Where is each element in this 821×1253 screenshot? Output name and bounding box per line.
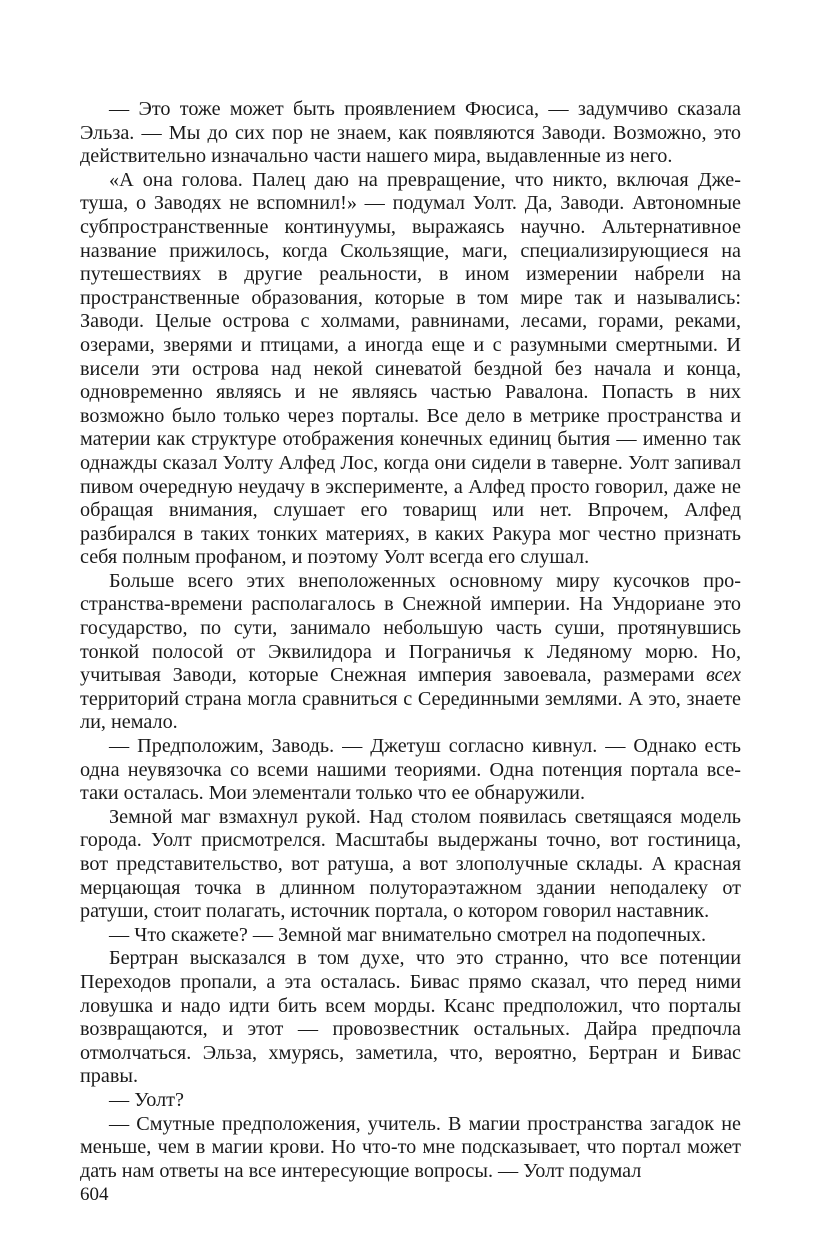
paragraph: — Предположим, Заводь. — Джетуш согласно кивнул. — Однако есть одна неувязочка со всеми нашими теориями. Одна потенция портала все-таки осталась. Мои элементали только что ее обнаружили. — [80, 735, 741, 805]
paragraph-text: Больше всего этих внеположенных основному миру кусочков пространства-времени располагалось в Снежной империи. На Ундориане это государство, по сути, занимало небольшую часть суши, протянувшись тонкой полосой от Эквилидора и Пограничья к Ледяному морю. Но, учитывая Заводи, которые Снежная империя завоевала, размерами — [80, 569, 741, 687]
paragraph: Бертран высказался в том духе, что это странно, что все потенции Переходов пропали, а эта осталась. Бивас прямо сказал, что перед ними ловушка и надо идти бить всем морды. Ксанс предположил, что порталы возвращаются, и этот — провозвестник остальных. Дайра предпочла отмолчаться. Эльза, хмурясь, заметила, что, вероятно, Бертран и Бивас правы. — [80, 947, 741, 1088]
page-body — [80, 98, 741, 1183]
paragraph: — Что скажете? — Земной маг внимательно смотрел на подопечных. — [109, 923, 707, 946]
paragraph: — Уолт? — [109, 1088, 184, 1111]
paragraph: — Это тоже может быть проявлением Фюсиса, — задумчиво сказала Эльза. — Мы до сих пор не знаем, как появляются Заводи. Возможно, это действительно изначально части нашего мира, выдавленные из него. — [80, 98, 741, 168]
paragraph: «А она голова. Палец даю на превращение, что никто, включая Джетуша, о Заводях не вспомнил!» — подумал Уолт. Да, Заводи. Автономные субпространственные континуумы, выражаясь научно. Альтернативное название прижилось, когда Скользящие, маги, специализирующиеся на путешествиях в другие реальности, в ином измерении набрели на пространственные образования, которые в том мире так и назывались: Заводи. Целые острова с холмами, равнинами, лесами, горами, реками, озерами, зверями и птицами, а иногда еще и с разумными смертными. И висели эти острова над некой синеватой бездной без начала и конца, одновременно являясь и не являясь частью Равалона. Попасть в них возможно было только через порталы. Все дело в метрике пространства и материи как структуре отображения конечных единиц бытия — именно так однажды сказал Уолту Алфед Лос, когда они сидели в таверне. Уолт запивал пивом очередную неудачу в эксперименте, а Алфед просто говорил, даже не обращая внимания, слушает его товарищ или нет. Впрочем, Алфед разбирался в таких тонких материях, в каких Ракура мог честно признать себя полным профаном, и поэтому Уолт всегда его слушал. — [80, 168, 741, 569]
paragraph: — Смутные предположения, учитель. В магии пространства загадок не меньше, чем в магии крови. Но что-то мне подсказывает, что портал может дать нам ответы на все интересующие вопросы. — Уолт подумал — [80, 1112, 741, 1182]
paragraph — [80, 570, 741, 735]
emphasis-text: всех — [706, 664, 741, 687]
page-number: 604 — [80, 1184, 109, 1205]
paragraph: Земной маг взмахнул рукой. Над столом появилась светящаяся модель города. Уолт присмотрелся. Масштабы выдержаны точно, вот гостиница, вот представительство, вот ратуша, а вот злополучные склады. А красная мерцающая точка в длинном полутораэтажном здании неподалеку от ратуши, стоит полагать, источник портала, о котором говорил наставник. — [80, 805, 741, 923]
paragraph-text: территорий страна могла сравниться с Серединными землями. А это, знаете ли, немало. — [80, 687, 741, 734]
